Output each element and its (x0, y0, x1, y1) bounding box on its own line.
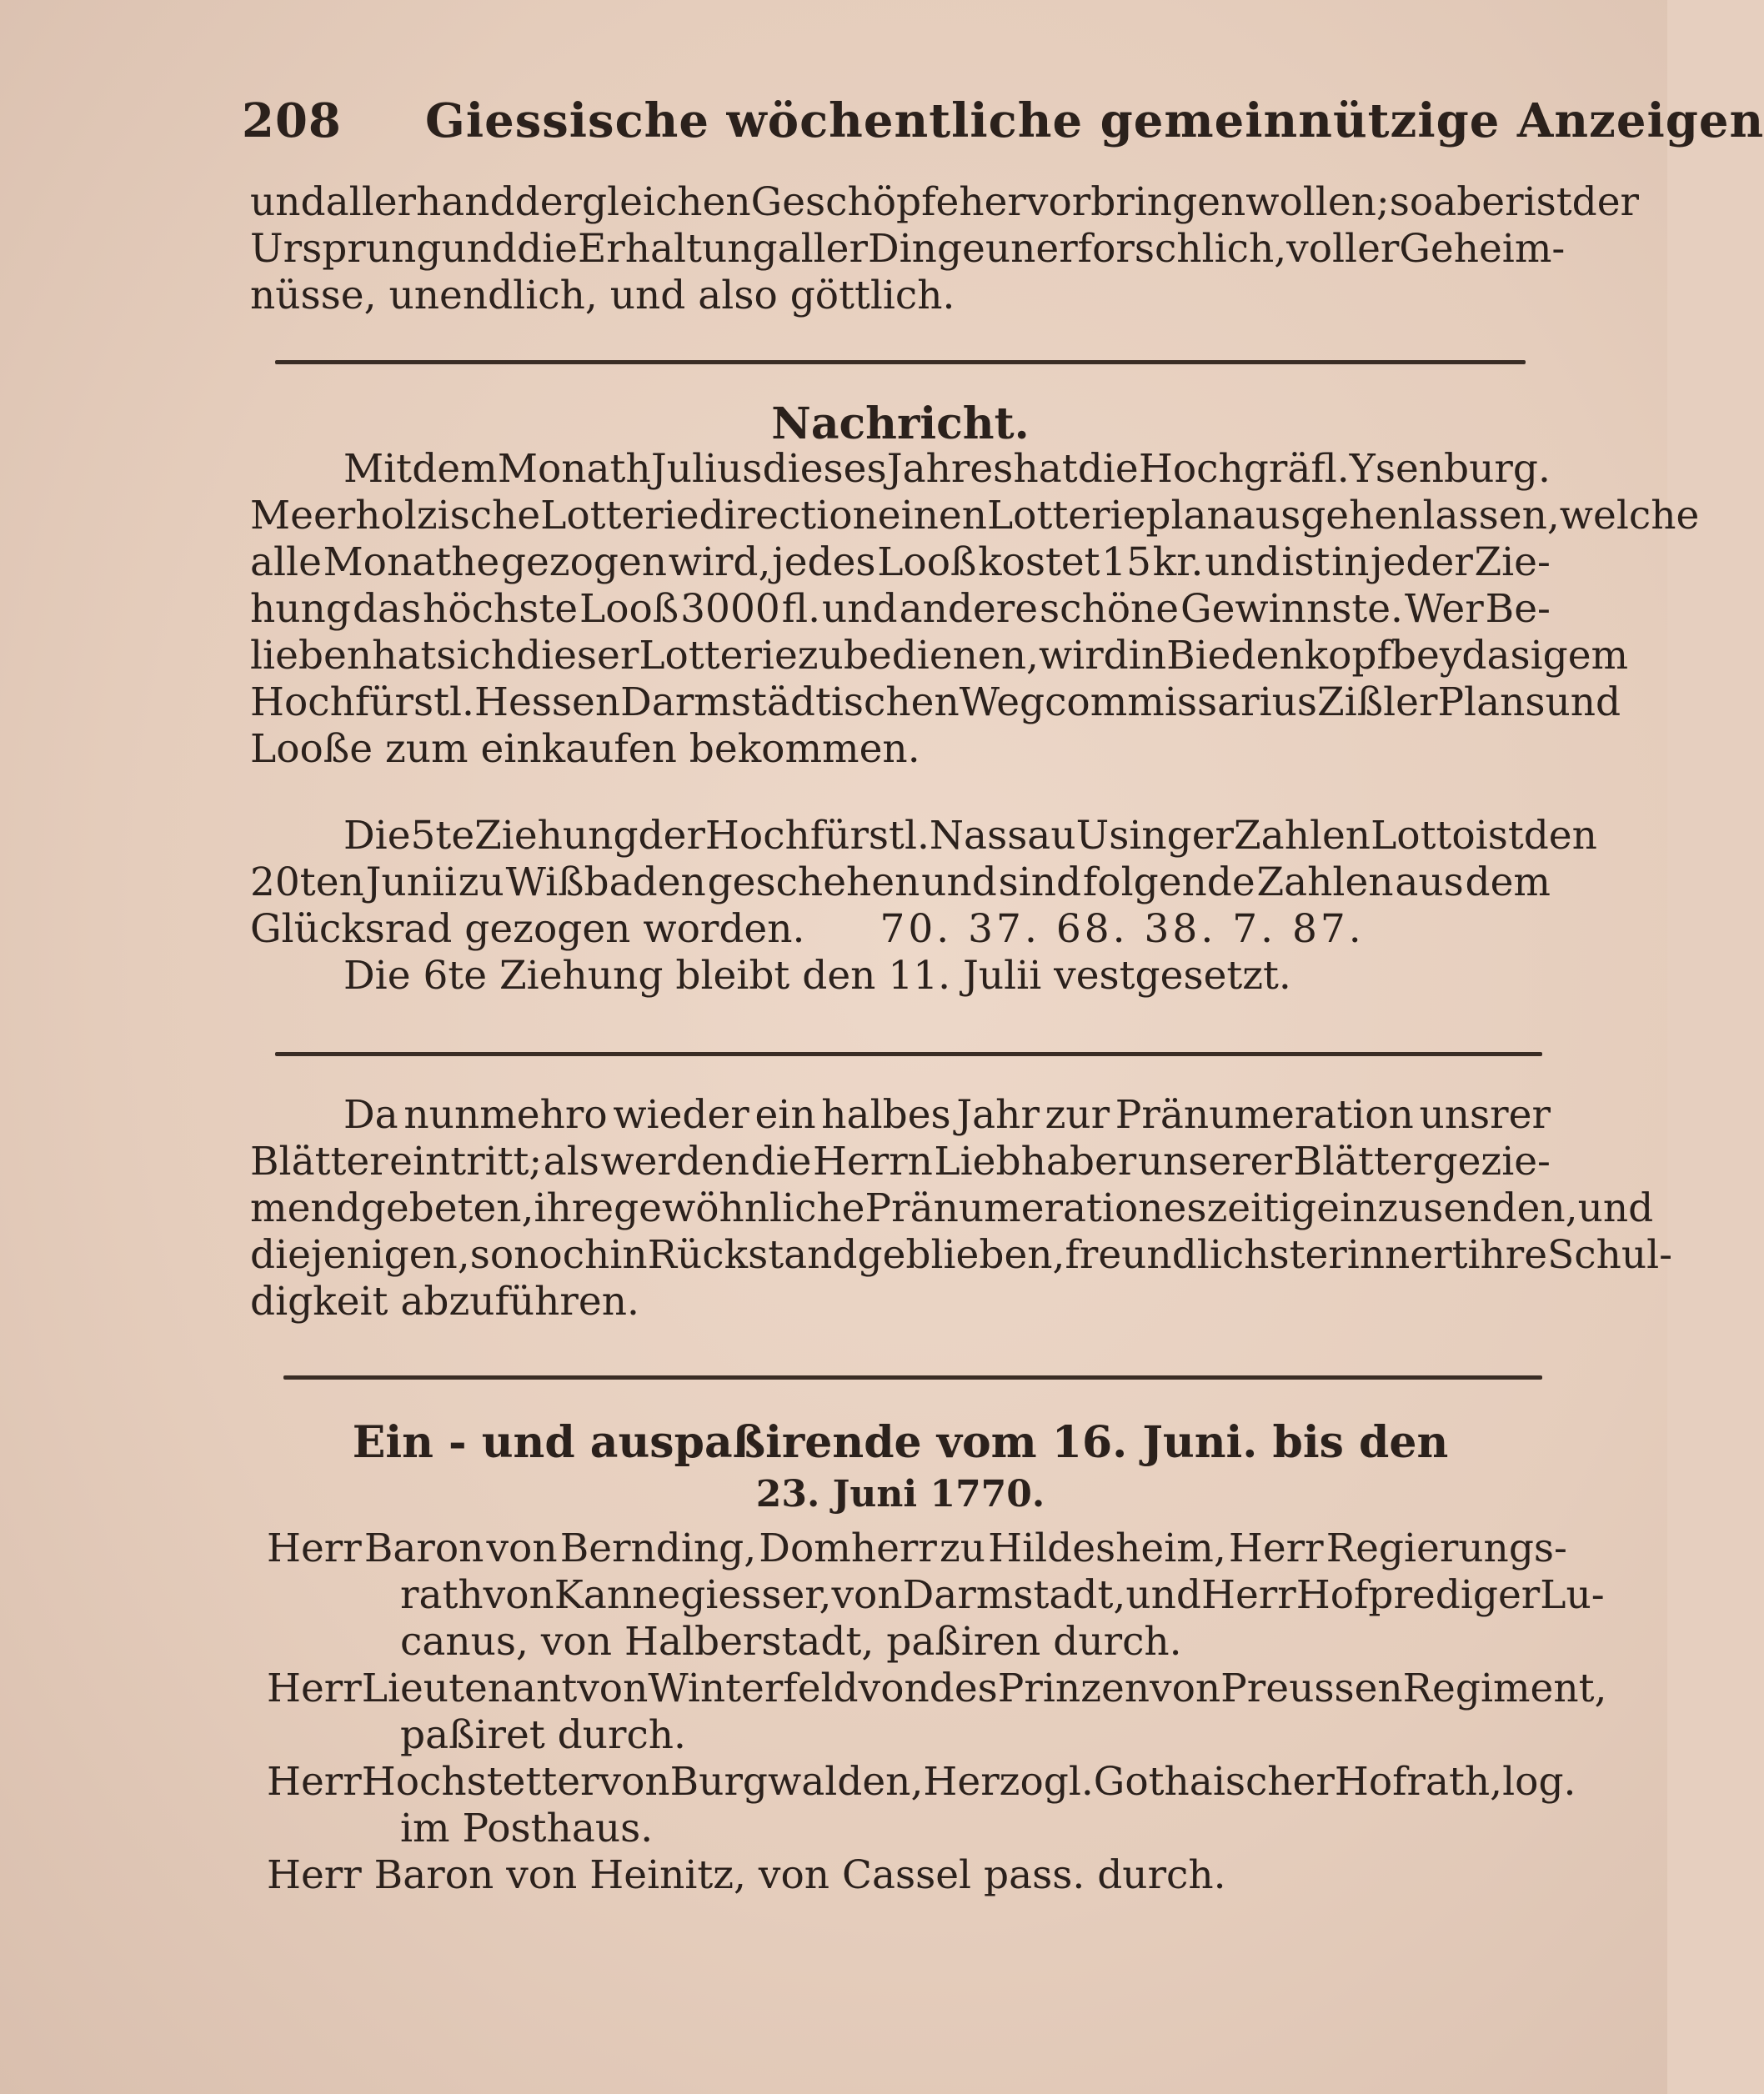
entry-first-line: Herr Lieutenant von Winterfeld von des Prinzen von Preussen Regiment, (267, 1666, 1607, 1711)
lottery-paragraph (250, 446, 1700, 773)
text-line: 20ten Junii zu Wißbaden geschehen und sind folgende Zahlen aus dem (250, 859, 1551, 905)
text-line: Blätter eintritt; als werden die Herrn Liebhaber unserer Blätter gezie- (250, 1139, 1551, 1185)
text-line: alle Monathe gezogen wird, jedes Looß kostet 15 kr. und ist in jeder Zie- (250, 539, 1551, 585)
text-line: und allerhand dergleichen Geschöpfe hervorbringen wollen; so aber ist der (250, 179, 1639, 225)
list-item (267, 1525, 1605, 1666)
list-item (267, 1852, 1567, 1899)
nachricht-heading: Nachricht. (771, 398, 1030, 449)
page-number: 208 (242, 93, 342, 148)
text-line: Ursprung und die Erhaltung aller Dinge unerforschlich, voller Geheim- (250, 226, 1566, 272)
drawn-numbers: 70. 37. 68. 38. 7. 87. (879, 906, 1365, 952)
text-line: Die 6te Ziehung bleibt den 11. Julii vestgesetzt. (343, 953, 1291, 999)
list-item (267, 1666, 1607, 1759)
entry-continuation: canus, von Halberstadt, paßiren durch. (400, 1619, 1182, 1665)
text-line: Da nunmehro wieder ein halbes Jahr zur Pränumeration unsrer (343, 1092, 1551, 1138)
praenumeration-paragraph (250, 1092, 1673, 1325)
entry-continuation: paßiret durch. (400, 1712, 686, 1758)
text-line: mend gebeten, ihre gewöhnliche Pränumerationes zeitig einzusenden, und (250, 1185, 1654, 1231)
text-line: Mit dem Monath Julius dieses Jahres hat die Hochgräfl. Ysenburg. (343, 446, 1551, 492)
text-line: lieben hat sich dieser Lotterie zu bedienen, wird in Biedenkopf bey dasigem (250, 633, 1629, 679)
text-line: Die 5te Ziehung der Hochfürstl. Nassau Usinger Zahlen Lotto ist den (343, 813, 1597, 859)
text-line: digkeit abzuführen. (250, 1279, 639, 1325)
text-line: Hochfürstl. Hessen Darmstädtischen Wegcommissarius Zißler Plans und (250, 679, 1621, 725)
entry-continuation: im Posthaus. (400, 1806, 654, 1851)
lotto-paragraph (250, 813, 1597, 999)
section-divider (283, 1375, 1542, 1380)
list-item (267, 1759, 1576, 1852)
text-line: nüsse, unendlich, und also göttlich. (250, 273, 955, 318)
entry-continuation: rath von Kannegiesser, von Darmstadt, und Herr Hofprediger Lu- (400, 1572, 1605, 1618)
intro-paragraph (250, 179, 1639, 319)
section-divider (275, 1052, 1542, 1056)
text-line: Meerholzische Lotteriedirection einen Lotterieplan ausgehen lassen, welche (250, 493, 1700, 539)
section-divider (275, 360, 1526, 364)
text-line: Looße zum einkaufen bekommen. (250, 726, 920, 772)
entry-first-line: Herr Baron von Heinitz, von Cassel pass. durch. (267, 1852, 1226, 1898)
running-title: Giessische wöchentliche gemeinnützige Anzeigen (425, 93, 1764, 148)
text-line: diejenigen, so noch in Rückstand geblieben, freundlichst erinnert ihre Schul- (250, 1232, 1673, 1278)
travelers-heading-date: 23. Juni 1770. (755, 1473, 1045, 1515)
text-line (250, 906, 1551, 953)
entry-first-line: Herr Hochstetter von Burgwalden, Herzogl. Gothaischer Hofrath, log. (267, 1759, 1576, 1805)
travelers-list (267, 1525, 1607, 1899)
text-line: hung das höchste Looß 3000 fl. und andere schöne Gewinnste. Wer Be- (250, 586, 1551, 632)
travelers-heading-line: Ein - und auspaßirende vom 16. Juni. bis den (352, 1417, 1449, 1468)
text-fragment: Glücksrad gezogen worden. (250, 906, 805, 952)
entry-first-line: Herr Baron von Bernding, Domherr zu Hildesheim, Herr Regierungs- (267, 1525, 1567, 1571)
travelers-heading (250, 1417, 1551, 1520)
